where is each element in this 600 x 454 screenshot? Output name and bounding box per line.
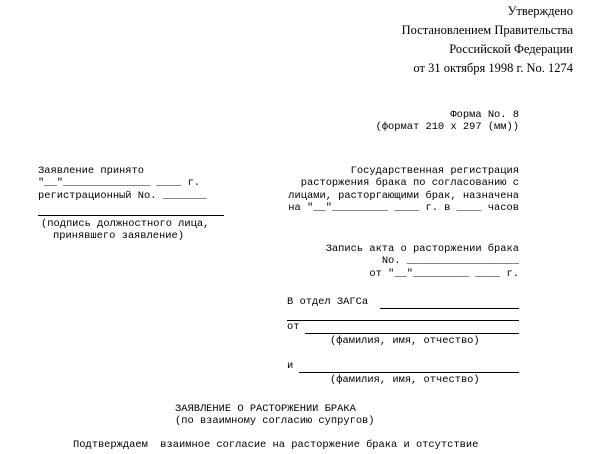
spouse1-caption: (фамилия, имя, отчество) [330,335,480,347]
signature-caption-1: (подпись должностного лица, [41,218,210,230]
registration-line-2: расторжения брака по согласованию с [300,177,519,189]
record-no-line: No. __________________ [381,255,519,267]
form-format: (формат 210 x 297 (мм)) [375,121,519,133]
registration-line-4: на "__"_________ ____ г. в ____ часов [288,202,519,214]
form-number: Форма No. 8 [450,109,519,121]
statement-subtitle: (по взаимному согласию супругов) [175,415,375,427]
statement-body-line-1: Подтверждаем взаимное согласие на расторжение брака и отсутствие [73,439,479,451]
spouse1-name-line [305,333,519,334]
registration-line-3: лицами, расторгающими брак, назначена [288,190,519,202]
accepted-title: Заявление принято [38,165,145,177]
statement-title: ЗАЯВЛЕНИЕ О РАСТОРЖЕНИИ БРАКА [175,403,356,415]
department-line [380,308,519,309]
signature-caption-2: принявшего заявление) [53,230,184,242]
approval-line-4: от 31 октября 1998 г. No. 1274 [413,61,573,75]
record-from-line: от "__"_________ ____ г. [369,268,519,280]
signature-line [38,215,224,216]
registration-line-1: Государственная регистрация [350,165,519,177]
approval-line-3: Российской Федерации [449,42,573,56]
spouse2-caption: (фамилия, имя, отчество) [330,374,480,386]
record-title: Запись акта о расторжении брака [325,243,519,255]
accepted-reg-line: регистрационный No. _______ [38,190,207,202]
approval-line-2: Постановлением Правительства [401,23,573,37]
approval-line-1: Утверждено [507,4,573,18]
and-label: и [287,360,294,372]
department-line-2 [287,320,519,321]
department-label: В отдел ЗАГСа [287,296,369,308]
from-label: от [287,321,300,333]
accepted-date-line: "__"______________ ____ г. [38,177,201,189]
spouse2-name-line [299,372,519,373]
